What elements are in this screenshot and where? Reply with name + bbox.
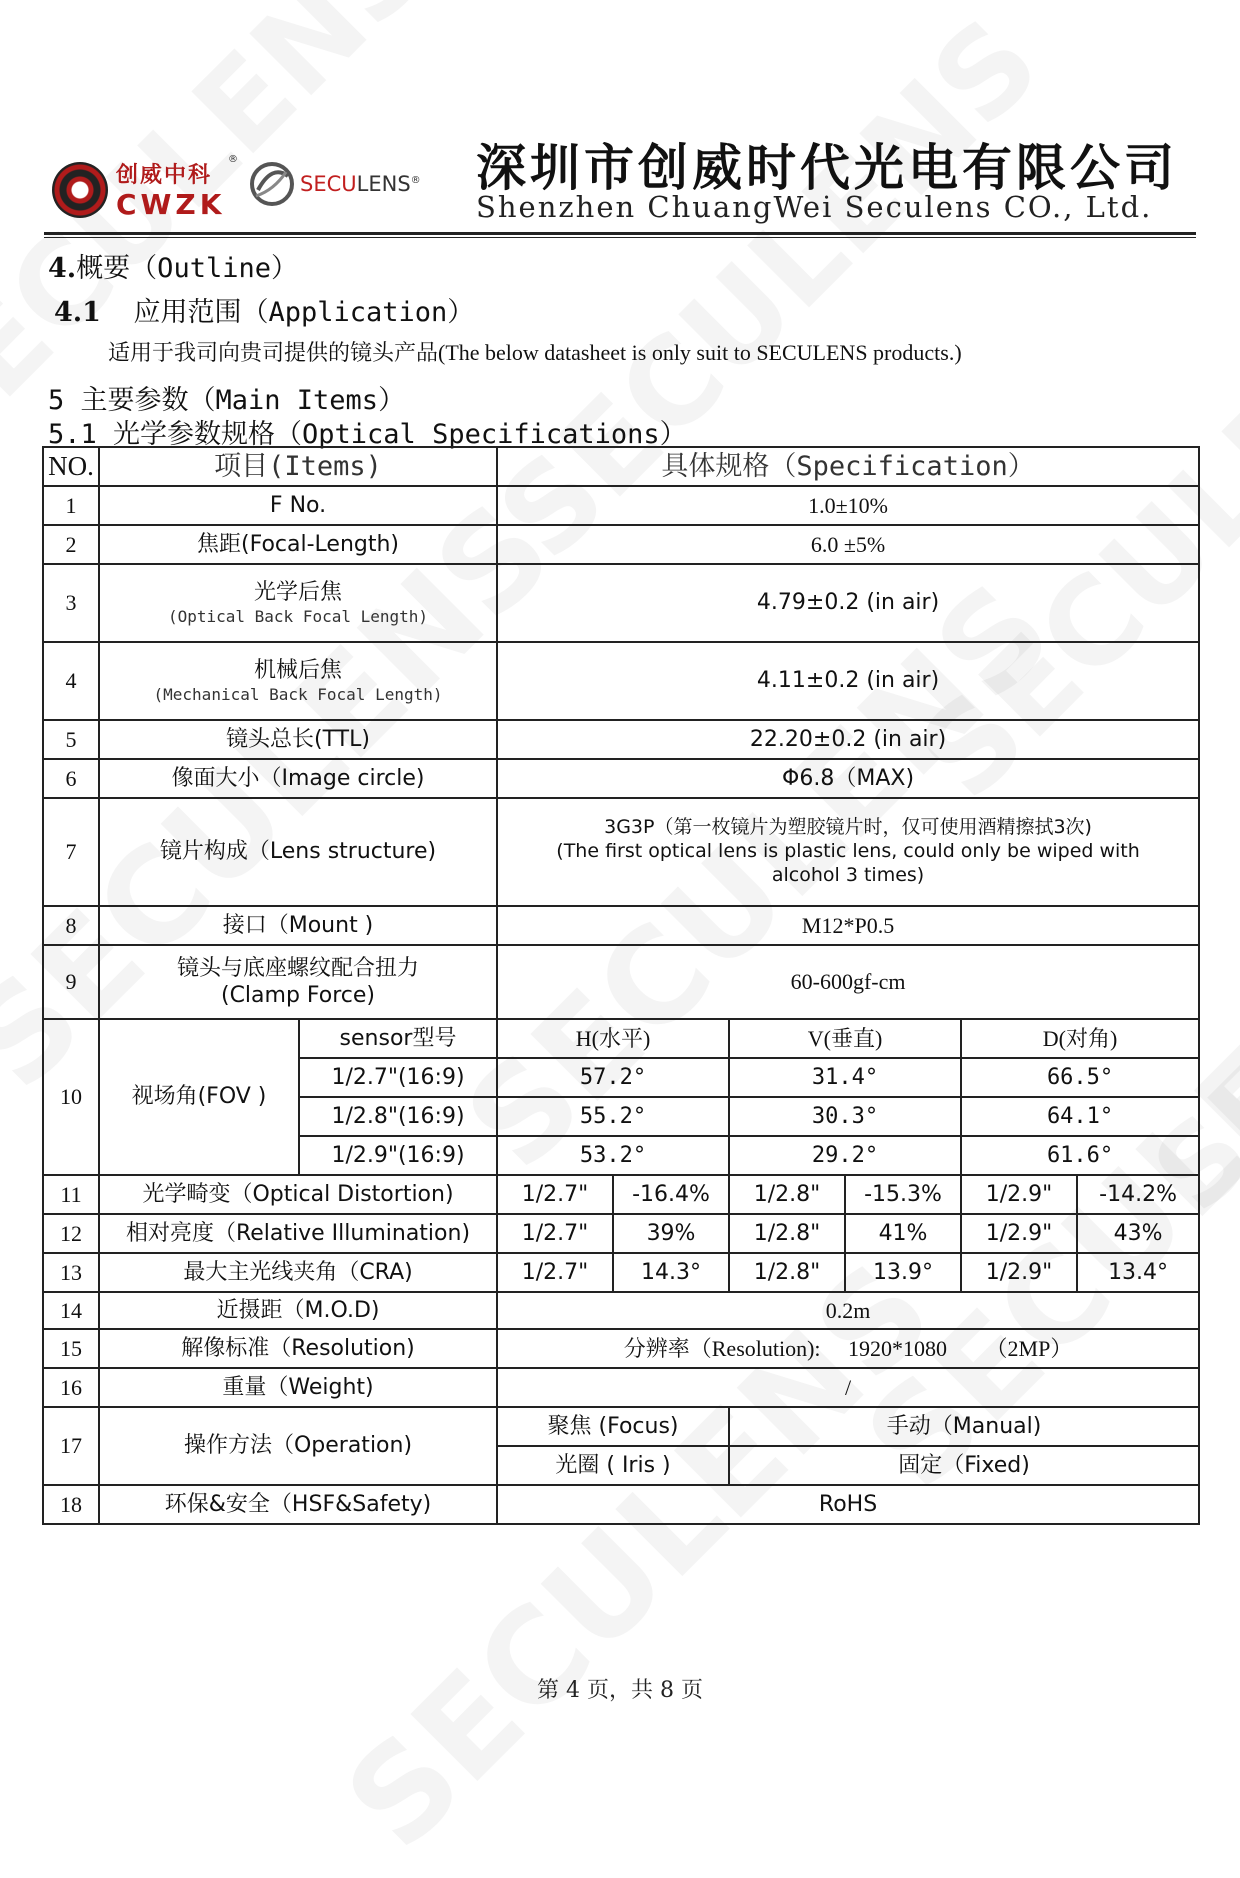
fov-h: 53.2°: [497, 1136, 729, 1175]
item-name-en: (Optical Back Focal Length): [167, 606, 429, 626]
item-name: [99, 642, 497, 720]
fov-h: 57.2°: [497, 1058, 729, 1097]
item-name: 镜片构成（Lens structure): [99, 798, 497, 906]
sensor-size: 1/2.7": [497, 1253, 613, 1292]
operation-value: 固定（Fixed): [729, 1446, 1199, 1485]
item-name: F No.: [99, 486, 497, 525]
header-divider-thin: [44, 237, 1196, 238]
item-name: 接口（Mount ): [99, 906, 497, 945]
spec-value: 22.20±0.2 (in air): [497, 720, 1199, 759]
item-name: 重量（Weight): [99, 1368, 497, 1407]
measure-value: 13.9°: [845, 1253, 961, 1292]
row-number: 9: [43, 945, 99, 1019]
item-name: [99, 945, 497, 1019]
table-row: [43, 1329, 1199, 1368]
sensor-size: 1/2.8": [729, 1214, 845, 1253]
item-name: 视场角(FOV ): [99, 1019, 299, 1175]
spec-value: 4.11±0.2 (in air): [497, 642, 1199, 720]
seculens-swirl-icon: [248, 160, 296, 208]
measure-value: 39%: [613, 1214, 729, 1253]
item-name-cn: 机械后焦: [254, 658, 343, 684]
table-row: [43, 1368, 1199, 1407]
lens-structure-line: 3G3P（第一枚镜片为塑胶镜片时，仅可使用酒精擦拭3次): [604, 816, 1092, 839]
row-number: 1: [43, 486, 99, 525]
table-row: [43, 1175, 1199, 1214]
sensor-size: 1/2.9": [961, 1175, 1077, 1214]
sensor-size: 1/2.9": [961, 1253, 1077, 1292]
row-number: 2: [43, 525, 99, 564]
item-name: 镜头总长(TTL): [99, 720, 497, 759]
sensor-size: 1/2.7": [497, 1214, 613, 1253]
row-number: 7: [43, 798, 99, 906]
fov-header-row: [43, 1019, 1199, 1058]
spec-value: 0.2m: [497, 1292, 1199, 1329]
spec-value: M12*P0.5: [497, 906, 1199, 945]
table-row: [43, 945, 1199, 1019]
row-number: 14: [43, 1292, 99, 1329]
sensor-size: 1/2.8": [729, 1253, 845, 1292]
section-outline-heading: 4.概要（Outline）: [48, 253, 298, 284]
item-name: [99, 564, 497, 642]
company-name-en: Shenzhen ChuangWei Seculens CO., Ltd.: [476, 190, 1153, 224]
header-spec: 具体规格（Specification）: [497, 447, 1199, 486]
measure-value: -16.4%: [613, 1175, 729, 1214]
table-row: [43, 1485, 1199, 1524]
item-name: 环保&安全（HSF&Safety): [99, 1485, 497, 1524]
row-number: 15: [43, 1329, 99, 1368]
measure-value: 41%: [845, 1214, 961, 1253]
row-number: 12: [43, 1214, 99, 1253]
spec-value: 6.0 ±5%: [497, 525, 1199, 564]
fov-h: 55.2°: [497, 1097, 729, 1136]
measure-value: 13.4°: [1077, 1253, 1199, 1292]
table-row: [43, 798, 1199, 906]
fov-d: 61.6°: [961, 1136, 1199, 1175]
fov-sensor: 1/2.8"(16:9): [299, 1097, 497, 1136]
spec-value: [497, 1329, 1199, 1368]
seculens-logo: [248, 160, 438, 212]
section-optical-specs-heading: 5.1 光学参数规格（Optical Specifications）: [48, 419, 687, 450]
operation-label: 聚焦 (Focus): [497, 1407, 729, 1446]
row-number: 13: [43, 1253, 99, 1292]
row-number: 5: [43, 720, 99, 759]
cwzk-logo: [52, 154, 242, 221]
optical-spec-table: [42, 446, 1200, 1525]
spec-value: 4.79±0.2 (in air): [497, 564, 1199, 642]
seculens-wordmark: SECULENS®: [300, 172, 421, 196]
row-number: 8: [43, 906, 99, 945]
row-number: 4: [43, 642, 99, 720]
row-number: 17: [43, 1407, 99, 1485]
item-name-en: (Mechanical Back Focal Length): [153, 684, 443, 704]
resolution-value: 1920*1080: [848, 1335, 948, 1361]
measure-value: 14.3°: [613, 1253, 729, 1292]
measure-value: 43%: [1077, 1214, 1199, 1253]
registered-mark: ®: [228, 154, 238, 165]
table-row: [43, 1292, 1199, 1329]
spec-value: RoHS: [497, 1485, 1199, 1524]
row-number: 16: [43, 1368, 99, 1407]
page-header: [0, 0, 1240, 240]
fov-col-h: H(水平): [497, 1019, 729, 1058]
sensor-size: 1/2.7": [497, 1175, 613, 1214]
fov-col-d: D(对角): [961, 1019, 1199, 1058]
header-items: 项目(Items): [99, 447, 497, 486]
sensor-size: 1/2.8": [729, 1175, 845, 1214]
item-name: 解像标准（Resolution): [99, 1329, 497, 1368]
table-row: [43, 720, 1199, 759]
measure-value: -14.2%: [1077, 1175, 1199, 1214]
item-name: 焦距(Focal-Length): [99, 525, 497, 564]
table-row: [43, 1214, 1199, 1253]
table-row: [43, 1253, 1199, 1292]
fov-v: 29.2°: [729, 1136, 961, 1175]
item-name-cn: 镜头与底座螺纹配合扭力: [177, 955, 420, 981]
fov-d: 66.5°: [961, 1058, 1199, 1097]
fov-col-sensor: sensor型号: [299, 1019, 497, 1058]
fov-d: 64.1°: [961, 1097, 1199, 1136]
cwzk-logo-cn: 创威中科: [116, 162, 213, 188]
page-footer: 第 4 页，共 8 页: [537, 1678, 703, 1703]
application-text: 适用于我司向贵司提供的镜头产品(The below datasheet is only suit to SECULENS products.): [108, 340, 962, 365]
row-number: 10: [43, 1019, 99, 1175]
spec-value: Φ6.8（MAX): [497, 759, 1199, 798]
company-name-cn: 深圳市创威时代光电有限公司: [476, 139, 1178, 197]
sensor-size: 1/2.9": [961, 1214, 1077, 1253]
section-main-items-heading: 5 主要参数（Main Items）: [48, 385, 406, 416]
row-number: 6: [43, 759, 99, 798]
operation-row: [43, 1407, 1199, 1446]
cwzk-logo-en: CWZK: [116, 188, 226, 221]
spec-value: /: [497, 1368, 1199, 1407]
row-number: 11: [43, 1175, 99, 1214]
fov-v: 31.4°: [729, 1058, 961, 1097]
table-row: [43, 759, 1199, 798]
fov-sensor: 1/2.9"(16:9): [299, 1136, 497, 1175]
resolution-note: （2MP）: [985, 1335, 1073, 1361]
fov-col-v: V(垂直): [729, 1019, 961, 1058]
lens-structure-line: (The first optical lens is plastic lens, could only be wiped with: [556, 840, 1140, 863]
row-number: 3: [43, 564, 99, 642]
fov-v: 30.3°: [729, 1097, 961, 1136]
table-row: [43, 564, 1199, 642]
item-name: 近摄距（M.O.D): [99, 1292, 497, 1329]
table-row: [43, 525, 1199, 564]
operation-value: 手动（Manual): [729, 1407, 1199, 1446]
table-row: [43, 486, 1199, 525]
fov-sensor: 1/2.7"(16:9): [299, 1058, 497, 1097]
item-name: 最大主光线夹角（CRA): [99, 1253, 497, 1292]
table-header-row: [43, 447, 1199, 486]
item-name-en: (Clamp Force): [220, 983, 376, 1008]
spec-value: 1.0±10%: [497, 486, 1199, 525]
table-row: [43, 642, 1199, 720]
spec-value: [497, 798, 1199, 906]
section-application-heading: 4.1 应用范围（Application）: [54, 297, 475, 328]
item-name: 像面大小（Image circle): [99, 759, 497, 798]
header-no: NO.: [43, 447, 99, 486]
item-name: 光学畸变（Optical Distortion): [99, 1175, 497, 1214]
resolution-label: 分辨率（Resolution):: [623, 1335, 821, 1361]
item-name: 相对亮度（Relative Illumination): [99, 1214, 497, 1253]
operation-label: 光圈 ( Iris ): [497, 1446, 729, 1485]
lens-structure-line: alcohol 3 times): [771, 863, 925, 886]
header-divider: [44, 232, 1196, 235]
row-number: 18: [43, 1485, 99, 1524]
item-name: 操作方法（Operation): [99, 1407, 497, 1485]
item-name-cn: 光学后焦: [254, 580, 343, 606]
cwzk-disk-icon: [52, 162, 108, 218]
table-row: [43, 906, 1199, 945]
spec-value: 60-600gf-cm: [497, 945, 1199, 1019]
measure-value: -15.3%: [845, 1175, 961, 1214]
